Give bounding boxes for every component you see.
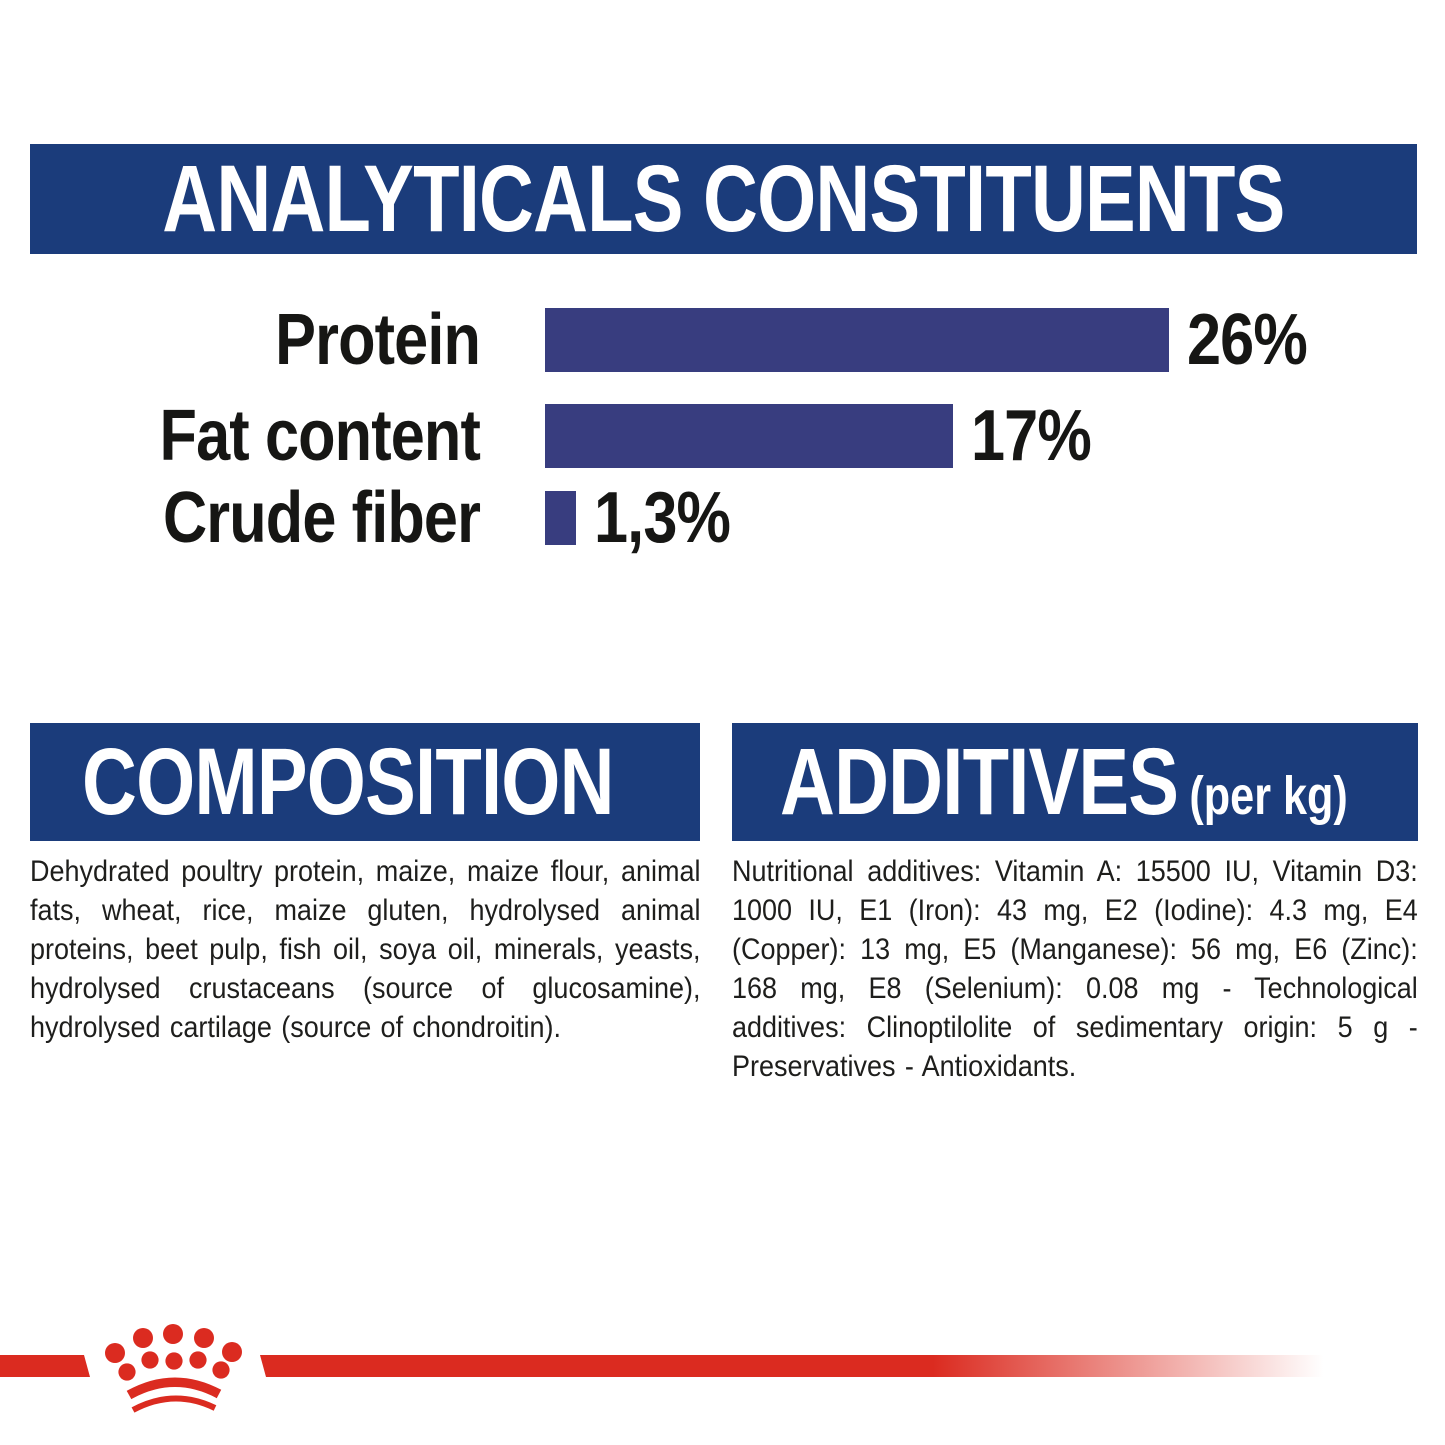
chart-bar	[545, 404, 953, 468]
chart-bar	[545, 308, 1169, 372]
composition-title: COMPOSITION	[82, 728, 614, 835]
additives-text: Nutritional additives: Vitamin A: 15500 IU, Vitamin D3: 1000 IU, E1 (Iron): 43 mg, E2 (Iodine): 4.3 mg, E4 (Copper): 13 mg, E5 (Manganese): 56 mg, E6 (Zinc): 168 mg, E8 (Selenium): 0.08 mg - Technological additives: Clinoptilolite of sedimentary origin: 5 g - Preservatives - Antioxidants.	[732, 855, 1418, 1083]
additives-banner	[732, 723, 1418, 841]
royal-canin-crown-icon	[93, 1300, 257, 1420]
additives-title-text: ADDITIVES	[780, 728, 1179, 835]
additives-unit-suffix: (per kg)	[1189, 765, 1348, 826]
chart-category-label: Protein	[275, 300, 480, 380]
chart-row-crude-fiber	[0, 478, 1445, 558]
chart-value-label: 17%	[971, 396, 1091, 476]
brand-ribbon-right	[260, 1355, 1345, 1377]
chart-row-protein	[0, 300, 1445, 380]
additives-title	[780, 728, 1348, 835]
chart-category-label: Crude fiber	[162, 478, 480, 558]
brand-ribbon-left	[0, 1355, 90, 1377]
analytical-bar-chart	[0, 0, 1445, 620]
analytical-constituents-title: ANALYTICALS CONSTITUENTS	[162, 145, 1285, 252]
composition-text: Dehydrated poultry protein, maize, maize flour, animal fats, wheat, rice, maize gluten, hydrolysed animal proteins, beet pulp, fish oil, soya oil, minerals, yeasts, hydrolysed crustaceans (source of glucosamine), hydrolysed cartilage (source of chondroitin).	[30, 855, 701, 1044]
chart-bar	[545, 491, 576, 545]
chart-value-label: 26%	[1187, 300, 1307, 380]
composition-banner	[30, 723, 700, 841]
chart-category-label: Fat content	[159, 396, 480, 476]
chart-row-fat-content	[0, 396, 1445, 476]
chart-value-label: 1,3%	[594, 478, 731, 558]
